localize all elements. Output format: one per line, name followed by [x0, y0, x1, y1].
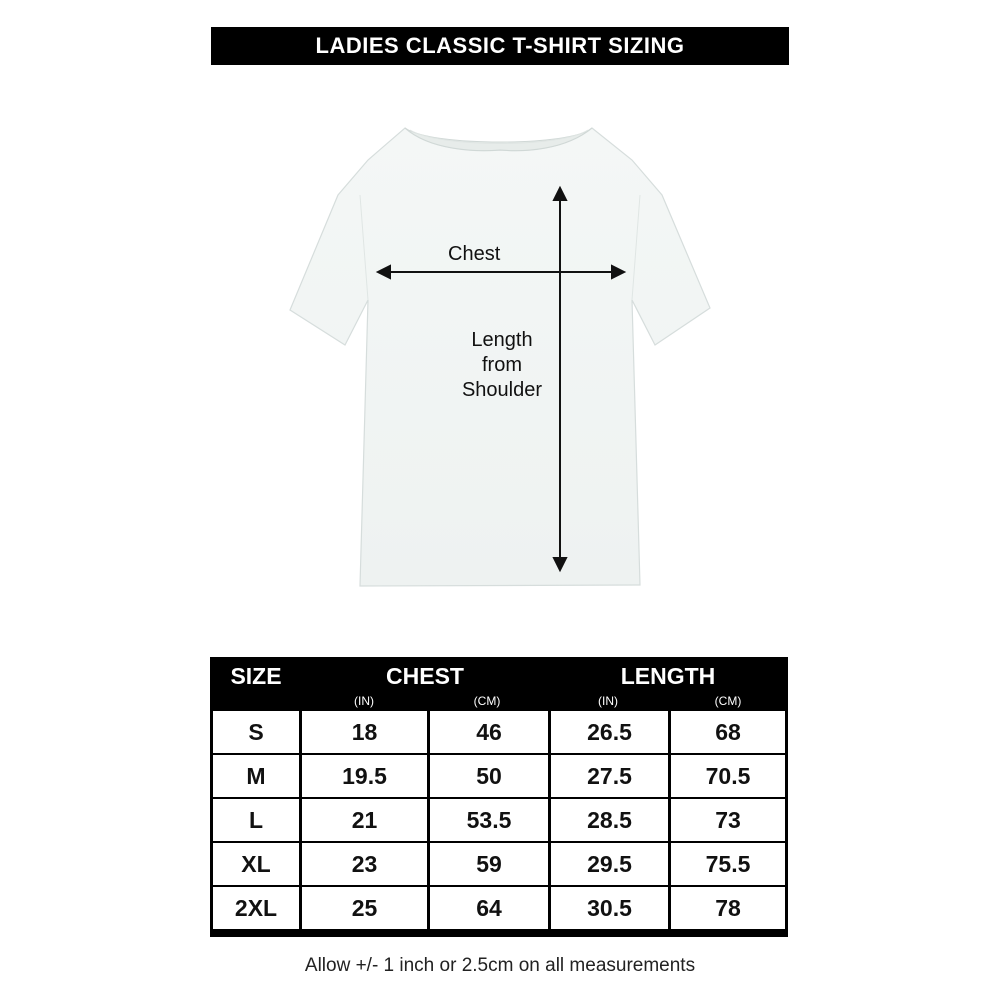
table-cell-chest-cm: 50	[430, 755, 548, 797]
table-cell-chest-in: 18	[302, 711, 427, 753]
table-cell-size: M	[213, 755, 299, 797]
table-cell-length-in: 28.5	[551, 799, 668, 841]
page-title: LADIES CLASSIC T-SHIRT SIZING	[211, 27, 789, 65]
table-cell-length-cm: 78	[671, 887, 785, 929]
header-chest-cm: (CM)	[473, 694, 501, 708]
table-cell-chest-cm: 53.5	[430, 799, 548, 841]
table-cell-chest-in: 25	[302, 887, 427, 929]
table-cell-length-in: 30.5	[551, 887, 668, 929]
table-cell-chest-in: 23	[302, 843, 427, 885]
size-table-body	[213, 711, 785, 934]
table-cell-chest-cm: 59	[430, 843, 548, 885]
table-cell-length-cm: 68	[671, 711, 785, 753]
measurement-note: Allow +/- 1 inch or 2.5cm on all measurements	[304, 955, 696, 976]
table-cell-chest-cm: 46	[430, 711, 548, 753]
table-cell-chest-in: 19.5	[302, 755, 427, 797]
table-cell-size: L	[213, 799, 299, 841]
table-cell-length-in: 27.5	[551, 755, 668, 797]
table-cell-length-cm: 73	[671, 799, 785, 841]
header-length: LENGTH	[620, 663, 716, 689]
table-cell-size: XL	[213, 843, 299, 885]
table-cell-size: 2XL	[213, 887, 299, 929]
size-table	[210, 657, 788, 937]
table-cell-length-in: 26.5	[551, 711, 668, 753]
table-cell-length-cm: 70.5	[671, 755, 785, 797]
table-cell-chest-in: 21	[302, 799, 427, 841]
header-length-cm: (CM)	[714, 694, 742, 708]
table-cell-size: S	[213, 711, 299, 753]
header-length-in: (IN)	[598, 694, 618, 708]
header-size: SIZE	[230, 663, 282, 689]
table-cell-length-in: 29.5	[551, 843, 668, 885]
length-label: Length from Shoulder	[461, 329, 543, 401]
table-cell-length-cm: 75.5	[671, 843, 785, 885]
table-cell-chest-cm: 64	[430, 887, 548, 929]
header-chest: CHEST	[386, 663, 464, 689]
header-chest-in: (IN)	[354, 694, 374, 708]
chest-label: Chest	[448, 243, 501, 265]
